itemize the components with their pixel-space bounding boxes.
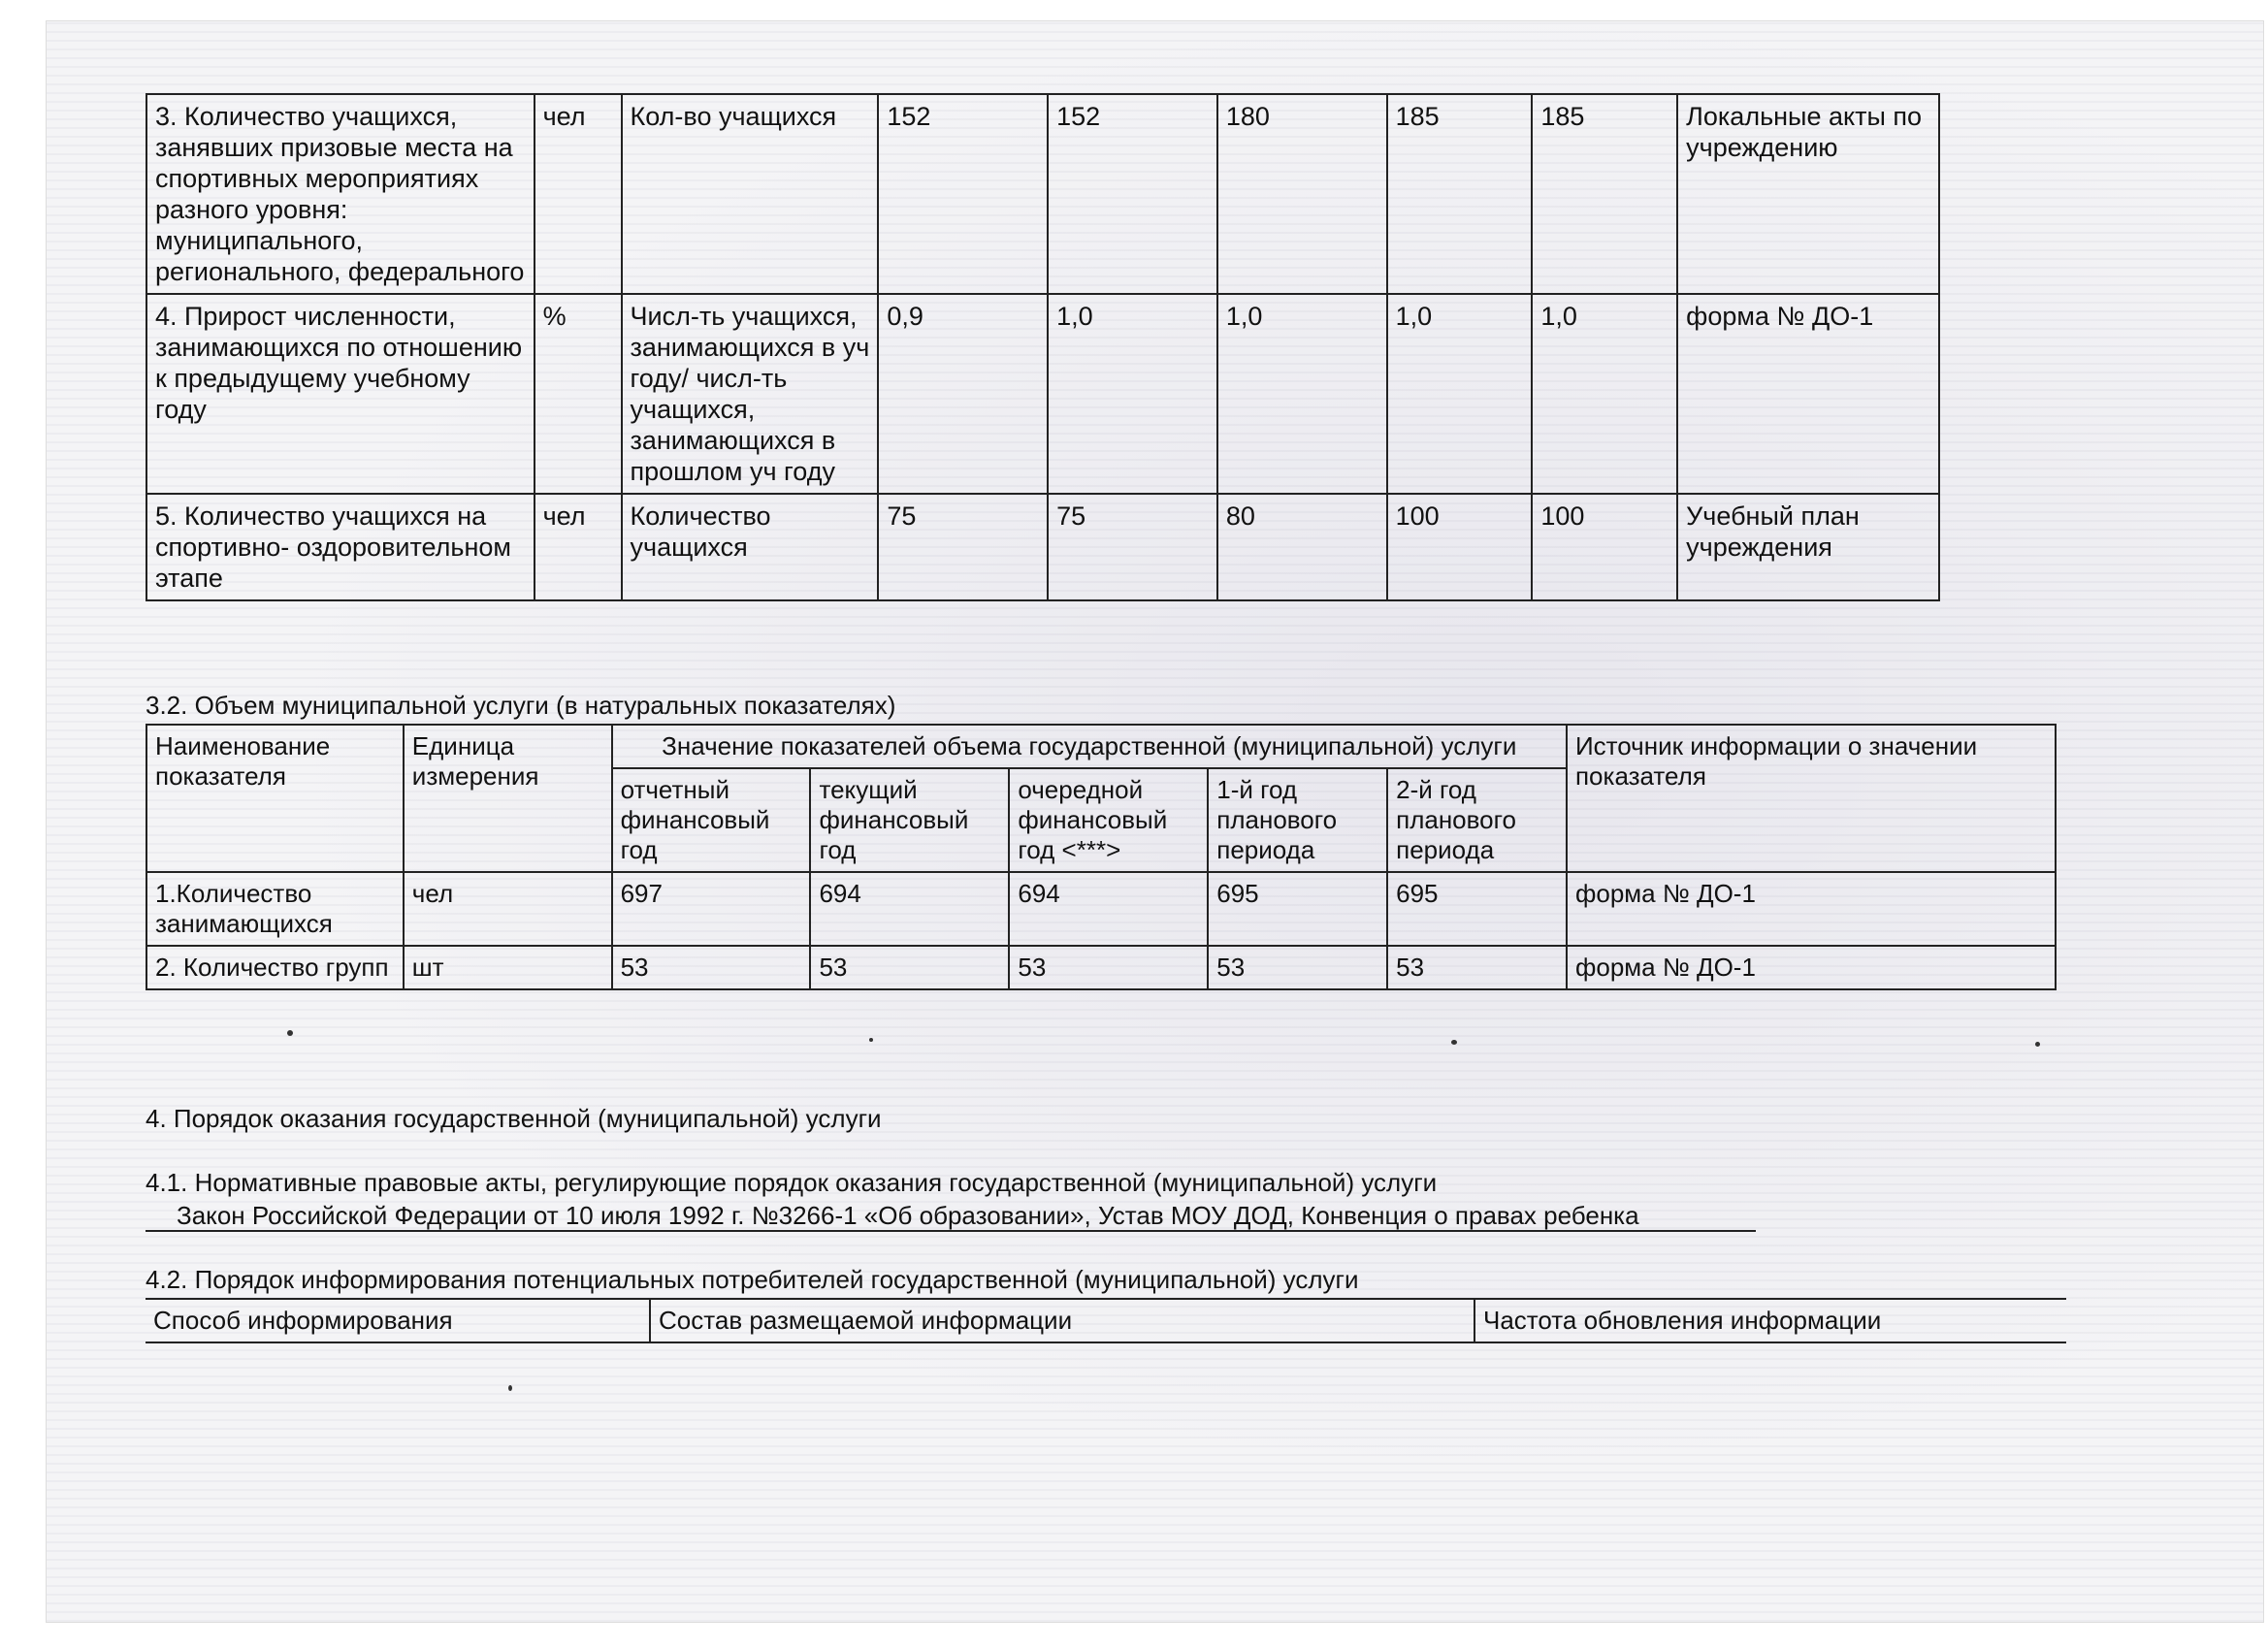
value-cell: 53 bbox=[1208, 946, 1387, 989]
unit-cell: % bbox=[535, 294, 622, 494]
value-cell: 75 bbox=[878, 494, 1048, 600]
unit-cell: чел bbox=[535, 494, 622, 600]
source-cell: форма № ДО-1 bbox=[1567, 872, 2056, 946]
table-header-row bbox=[146, 725, 2056, 768]
col-header-group: Значение показателей объема государственной (муниципальной) услуги bbox=[612, 725, 1567, 768]
value-cell: 694 bbox=[810, 872, 1009, 946]
table-row bbox=[146, 94, 1939, 294]
col-header-method: Способ информирования bbox=[146, 1299, 650, 1342]
value-cell: 53 bbox=[1009, 946, 1208, 989]
indicator-name: 3. Количество учащихся, занявших призовые места на спортивных мероприятиях разного уровня: муниципального, регионального, федерального bbox=[146, 94, 535, 294]
value-cell: 53 bbox=[612, 946, 811, 989]
indicator-name: 1.Количество занимающихся bbox=[146, 872, 404, 946]
section-4-1-text: Закон Российской Федерации от 10 июля 1992 г. №3266-1 «Об образовании», Устав МОУ ДОД, Конвенция о правах ребенка bbox=[146, 1201, 1756, 1232]
section-3-2-title: 3.2. Объем муниципальной услуги (в натуральных показателях) bbox=[146, 691, 896, 720]
scan-speck bbox=[287, 1030, 293, 1036]
source-cell: Учебный план учреждения bbox=[1677, 494, 1939, 600]
section-4-2-title: 4.2. Порядок информирования потенциальных потребителей государственной (муниципальной) услуги bbox=[146, 1265, 1359, 1294]
formula-cell: Кол-во учащихся bbox=[622, 94, 879, 294]
value-cell: 100 bbox=[1532, 494, 1677, 600]
table-header-row bbox=[146, 1299, 2066, 1342]
value-cell: 152 bbox=[878, 94, 1048, 294]
value-cell: 697 bbox=[612, 872, 811, 946]
value-cell: 0,9 bbox=[878, 294, 1048, 494]
value-cell: 695 bbox=[1208, 872, 1387, 946]
col-header-frequency: Частота обновления информации bbox=[1474, 1299, 2066, 1342]
section-4-1-title: 4.1. Нормативные правовые акты, регулирующие порядок оказания государственной (муниципальной) услуги bbox=[146, 1168, 1438, 1197]
indicators-quality-table bbox=[146, 93, 1940, 601]
unit-cell: чел bbox=[404, 872, 612, 946]
indicator-name: 4. Прирост численности, занимающихся по отношению к предыдущему учебному году bbox=[146, 294, 535, 494]
table-row bbox=[146, 294, 1939, 494]
value-cell: 1,0 bbox=[1217, 294, 1387, 494]
unit-cell: шт bbox=[404, 946, 612, 989]
volume-table bbox=[146, 724, 2057, 990]
value-cell: 1,0 bbox=[1048, 294, 1217, 494]
col-header-year: 1-й год планового периода bbox=[1208, 768, 1387, 872]
scan-speck bbox=[1451, 1040, 1457, 1045]
scan-speck bbox=[508, 1385, 512, 1391]
value-cell: 185 bbox=[1387, 94, 1533, 294]
col-header-content: Состав размещаемой информации bbox=[650, 1299, 1474, 1342]
value-cell: 53 bbox=[810, 946, 1009, 989]
col-header-source: Источник информации о значении показателя bbox=[1567, 725, 2056, 872]
value-cell: 53 bbox=[1387, 946, 1567, 989]
value-cell: 152 bbox=[1048, 94, 1217, 294]
value-cell: 180 bbox=[1217, 94, 1387, 294]
table-row bbox=[146, 872, 2056, 946]
value-cell: 1,0 bbox=[1532, 294, 1677, 494]
value-cell: 100 bbox=[1387, 494, 1533, 600]
source-cell: Локальные акты по учреждению bbox=[1677, 94, 1939, 294]
source-cell: форма № ДО-1 bbox=[1567, 946, 2056, 989]
value-cell: 694 bbox=[1009, 872, 1208, 946]
col-header-year: отчетный финансовый год bbox=[612, 768, 811, 872]
value-cell: 75 bbox=[1048, 494, 1217, 600]
value-cell: 185 bbox=[1532, 94, 1677, 294]
source-cell: форма № ДО-1 bbox=[1677, 294, 1939, 494]
indicator-name: 2. Количество групп bbox=[146, 946, 404, 989]
section-4-title: 4. Порядок оказания государственной (муниципальной) услуги bbox=[146, 1104, 882, 1133]
value-cell: 695 bbox=[1387, 872, 1567, 946]
formula-cell: Количество учащихся bbox=[622, 494, 879, 600]
value-cell: 80 bbox=[1217, 494, 1387, 600]
col-header-year: 2-й год планового периода bbox=[1387, 768, 1567, 872]
table-row bbox=[146, 494, 1939, 600]
value-cell: 1,0 bbox=[1387, 294, 1533, 494]
col-header-name: Наименование показателя bbox=[146, 725, 404, 872]
col-header-year: очередной финансовый год <***> bbox=[1009, 768, 1208, 872]
scan-speck bbox=[2035, 1042, 2040, 1047]
scan-speck bbox=[869, 1038, 873, 1042]
indicator-name: 5. Количество учащихся на спортивно- оздоровительном этапе bbox=[146, 494, 535, 600]
informing-table bbox=[146, 1298, 2066, 1343]
col-header-year: текущий финансовый год bbox=[810, 768, 1009, 872]
formula-cell: Числ-ть учащихся, занимающихся в уч году/ числ-ть учащихся, занимающихся в прошлом уч году bbox=[622, 294, 879, 494]
table-row bbox=[146, 946, 2056, 989]
unit-cell: чел bbox=[535, 94, 622, 294]
col-header-unit: Единица измерения bbox=[404, 725, 612, 872]
